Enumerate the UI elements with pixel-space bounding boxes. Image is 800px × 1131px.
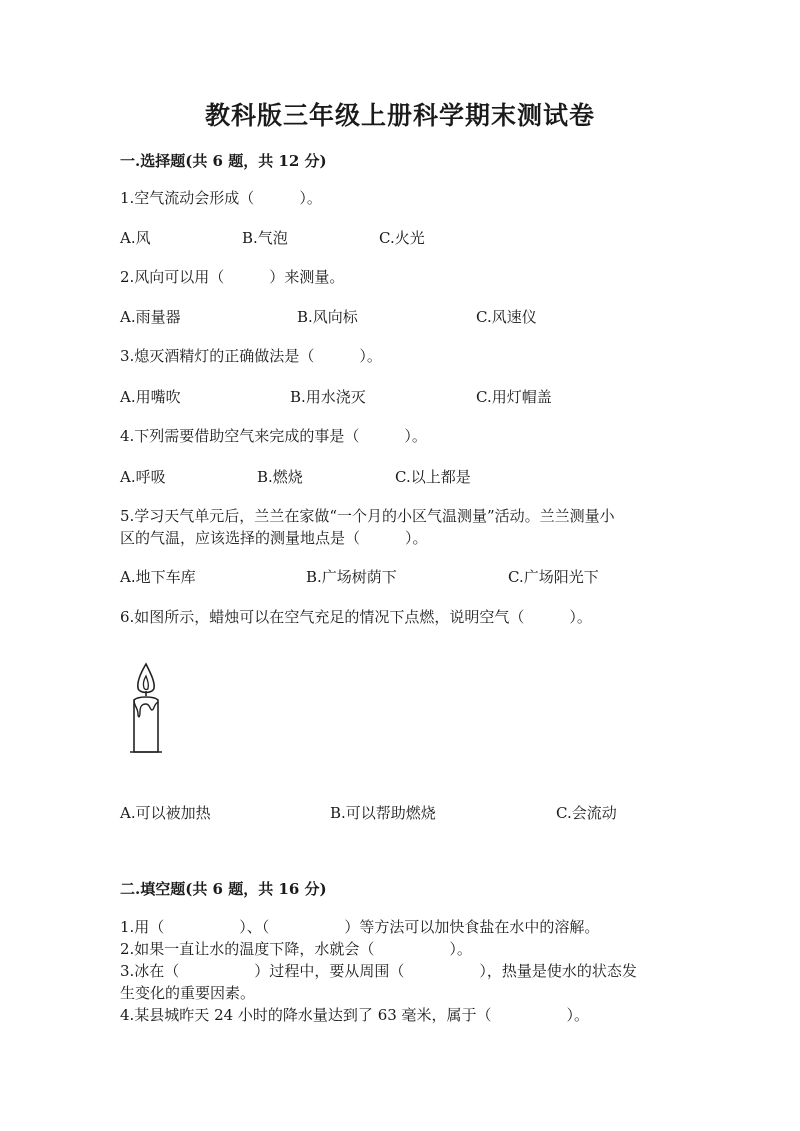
question-2-option-c: C.风速仪 (476, 308, 537, 326)
question-5-line-2: 区的气温，应该选择的测量地点是（ ）。 (120, 529, 428, 547)
question-2-option-a: A.雨量器 (120, 308, 181, 326)
fill-line-1: 1.用（ ）、（ ）等方法可以加快食盐在水中的溶解。 (120, 918, 600, 936)
question-6-option-c: C.会流动 (556, 804, 617, 822)
question-6-option-a: A.可以被加热 (120, 804, 211, 822)
question-2-option-b: B.风向标 (297, 308, 358, 326)
fill-line-2: 2.如果一直让水的温度下降，水就会（ ）。 (120, 940, 472, 958)
section-heading-choice: 一.选择题(共 6 题，共 12 分) (120, 152, 327, 170)
question-6: 6.如图所示，蜡烛可以在空气充足的情况下点燃，说明空气（ ）。 (120, 608, 592, 626)
fill-line-5: 4.某县城昨天 24 小时的降水量达到了 63 毫米，属于（ ）。 (120, 1006, 590, 1024)
question-1-option-b: B.气泡 (242, 229, 288, 247)
question-5-option-b: B.广场树荫下 (306, 568, 397, 586)
question-3: 3.熄灭酒精灯的正确做法是（ ）。 (120, 347, 382, 365)
question-5-option-c: C.广场阳光下 (508, 568, 599, 586)
question-3-option-b: B.用水浇灭 (290, 388, 366, 406)
question-5-line-1: 5.学习天气单元后，兰兰在家做“一个月的小区气温测量”活动。兰兰测量小 (120, 507, 615, 525)
question-1-option-c: C.火光 (379, 229, 425, 247)
fill-line-3: 3.冰在（ ）过程中，要从周围（ ），热量是使水的状态发 (120, 962, 637, 980)
question-4: 4.下列需要借助空气来完成的事是（ ）。 (120, 427, 427, 445)
question-1-option-a: A.风 (120, 229, 151, 247)
question-3-option-c: C.用灯帽盖 (476, 388, 552, 406)
page-title: 教科版三年级上册科学期末测试卷 (204, 101, 595, 130)
question-4-option-a: A.呼吸 (120, 468, 166, 486)
question-4-option-b: B.燃烧 (257, 468, 303, 486)
section-heading-fill: 二.填空题(共 6 题，共 16 分) (120, 880, 327, 898)
candle-illustration (128, 662, 164, 754)
question-4-option-c: C.以上都是 (395, 468, 471, 486)
question-6-option-b: B.可以帮助燃烧 (330, 804, 436, 822)
question-5-option-a: A.地下车库 (120, 568, 196, 586)
question-1: 1.空气流动会形成（ ）。 (120, 189, 322, 207)
fill-line-4: 生变化的重要因素。 (120, 984, 256, 1002)
question-3-option-a: A.用嘴吹 (120, 388, 181, 406)
question-2: 2.风向可以用（ ）来测量。 (120, 268, 345, 286)
